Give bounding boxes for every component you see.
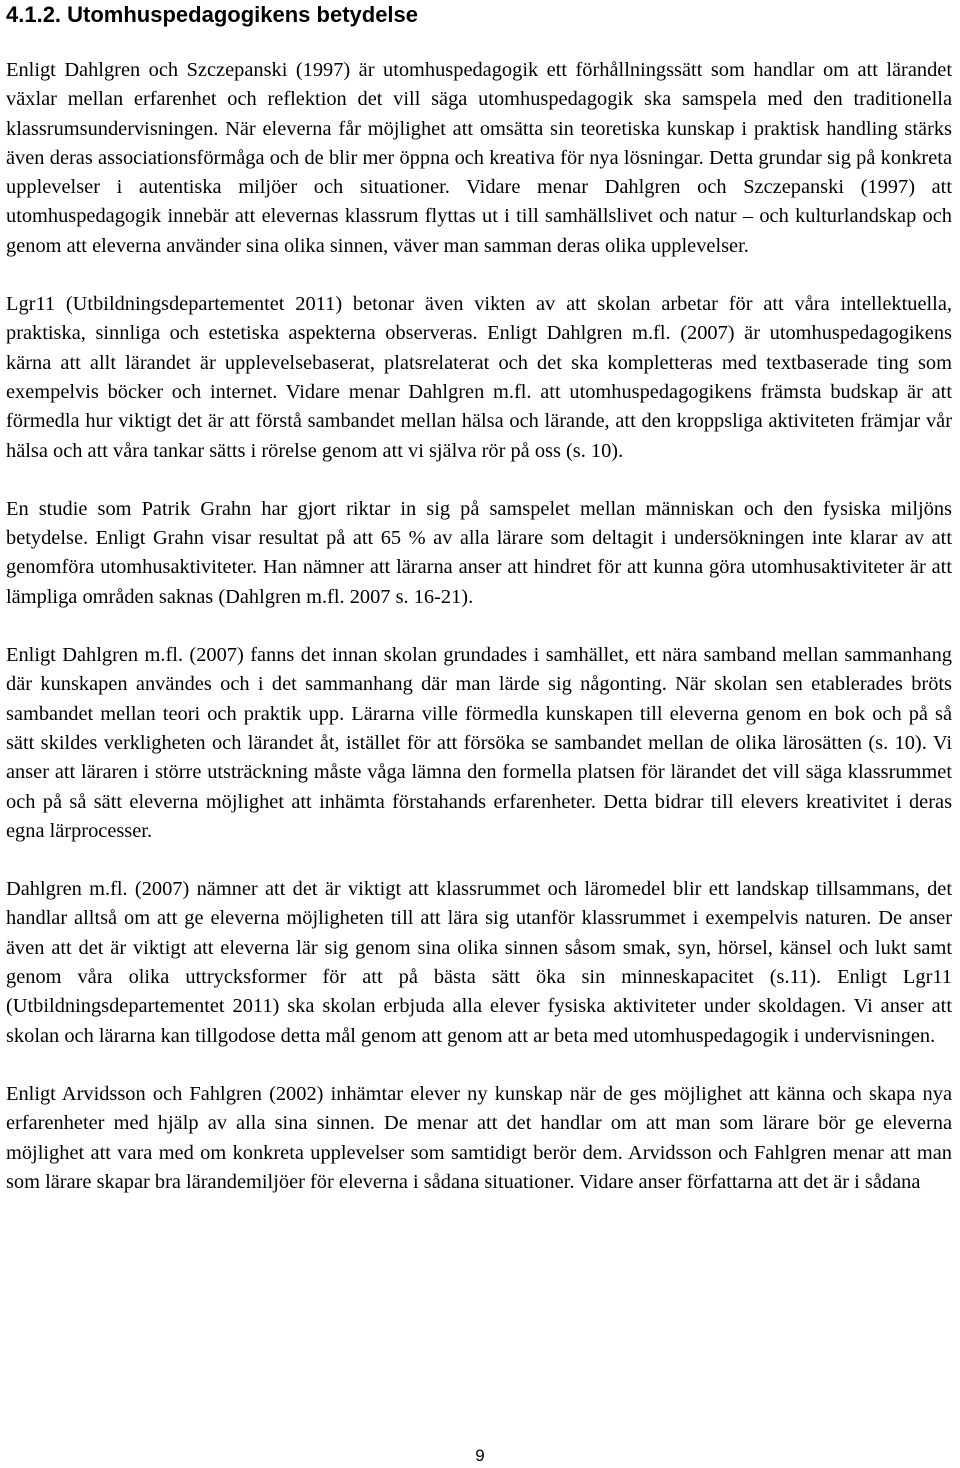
page-number: 9 bbox=[475, 1446, 485, 1465]
paragraph-3: En studie som Patrik Grahn har gjort riktar in sig på samspelet mellan människan och den fysiska miljöns betydelse. Enligt Grahn visar resultat på att 65 % av alla lärare som deltagit i undersökningen inte klarar av att genomföra utomhusaktiviteter. Han nämner att lärarna anser att hindret för att kunna göra utomhusaktiviteter är att lämpliga områden saknas (Dahlgren m.fl. 2007 s. 16-21). bbox=[6, 497, 952, 608]
section-heading: 4.1.2. Utomhuspedagogikens betydelse bbox=[6, 2, 419, 27]
paragraph-6: Enligt Arvidsson och Fahlgren (2002) inhämtar elever ny kunskap när de ges möjlighet att känna och skapa nya erfarenheter med hjälp av alla sina sinnen. De menar att det handlar om att man som lärare bör ge eleverna möjlighet att vara med om konkreta upplevelser som samtidigt berör dem. Arvidsson och Fahlgren menar att man som lärare skapar bra lärandemiljöer för eleverna i sådana situationer. Vidare anser författarna att det är i sådana bbox=[6, 1082, 952, 1193]
paragraph-1: Enligt Dahlgren och Szczepanski (1997) är utomhuspedagogik ett förhållningssätt som handlar om att lärandet växlar mellan erfarenhet och reflektion det vill säga utomhuspedagogik ska samspela med den traditionella klassrumsundervisningen. När eleverna får möjlighet att omsätta sin teoretiska kunskap i praktisk handling stärks även deras associationsförmåga och de blir mer öppna och kreativa för nya lösningar. Detta grundar sig på konkreta upplevelser i autentiska miljöer och situationer. Vidare menar Dahlgren och Szczepanski (1997) att utomhuspedagogik innebär att elevernas klassrum flyttas ut i till samhällslivet och natur – och kulturlandskap och genom att eleverna använder sina olika sinnen, väver man samman deras olika upplevelser. bbox=[6, 59, 952, 257]
paragraph-2: Lgr11 (Utbildningsdepartementet 2011) betonar även vikten av att skolan arbetar för att våra intellektuella, praktiska, sinnliga och estetiska aspekterna observeras. Enligt Dahlgren m.fl. (2007) är utomhuspedagogikens kärna att allt lärandet är upplevelsebaserat, platsrelaterat och det ska kompletteras med textbaserade ting som exempelvis böcker och internet. Vidare menar Dahlgren m.fl. att utomhuspedagogikens främsta budskap är att förmedla hur viktigt det är att förstå sambandet mellan hälsa och lärande, att den kroppsliga aktiviteten främjar vår hälsa och att våra tankar sätts i rörelse genom att vi själva rör på oss (s. 10). bbox=[6, 293, 952, 462]
paragraph-4: Enligt Dahlgren m.fl. (2007) fanns det innan skolan grundades i samhället, ett nära samband mellan sammanhang där kunskapen användes och i det sammanhang där man lärde sig någonting. När skolan sen etablerades bröts sambandet mellan teori och praktik upp. Lärarna ville förmedla kunskapen till eleverna genom en bok och på så sätt skildes verkligheten och lärandet åt, istället för att försöka se sambandet mellan de olika lärosätten (s. 10). Vi anser att läraren i större utsträckning måste våga lämna den formella platsen för lärandet det vill säga klassrummet och på så sätt eleverna möjlighet att inhämta förstahands erfarenheter. Detta bidrar till elevers kreativitet i deras egna lärprocesser. bbox=[6, 644, 952, 842]
paragraph-5: Dahlgren m.fl. (2007) nämner att det är viktigt att klassrummet och läromedel blir ett landskap tillsammans, det handlar alltså om att ge eleverna möjligheten till att lära sig utanför klassrummet i exempelvis naturen. De anser även att det är viktigt att eleverna lär sig genom sina olika sinnen såsom smak, syn, hörsel, känsel och lukt samt genom våra olika uttrycksformer för att på bästa sätt öka sin minneskapacitet (s.11). Enligt Lgr11 (Utbildningsdepartementet 2011) ska skolan erbjuda alla elever fysiska aktiviteter under skoldagen. Vi anser att skolan och lärarna kan tillgodose detta mål genom att genom att ar beta med utomhuspedagogik i undervisningen. bbox=[6, 878, 952, 1047]
